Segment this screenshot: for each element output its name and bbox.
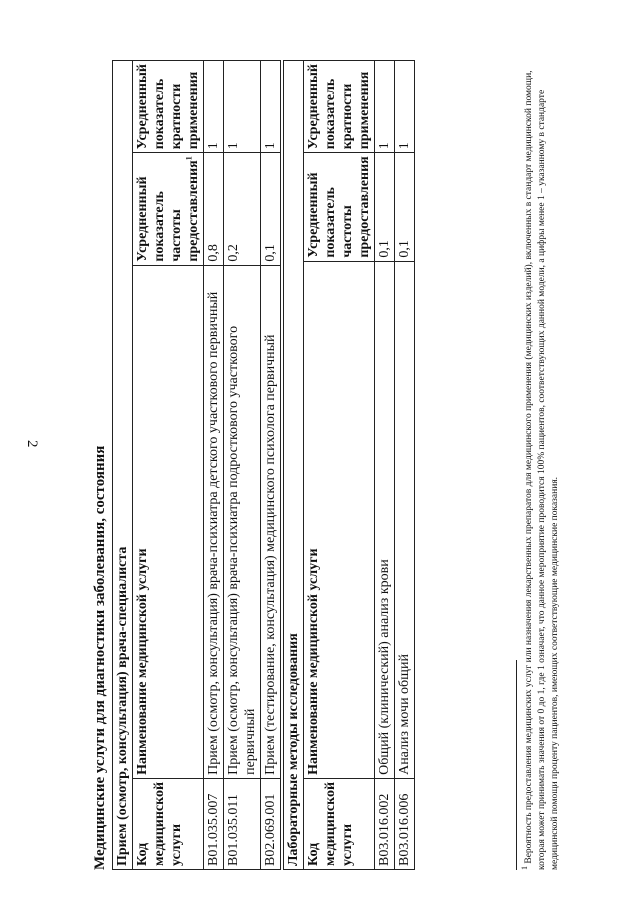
cell-code: B03.016.006 xyxy=(395,778,415,869)
cell-frequency: 0,1 xyxy=(375,153,395,261)
header-code: Код медицинской услуги xyxy=(133,778,204,869)
header-multiplicity: Усредненный показатель кратности применения xyxy=(133,61,204,153)
cell-name: Общий (клинический) анализ крови xyxy=(375,261,395,778)
cell-name: Прием (осмотр, консультация) врача-психиатра подросткового участкового первичный xyxy=(224,265,261,778)
header-multiplicity: Усредненный показатель кратности применения xyxy=(304,61,375,153)
consultation-table xyxy=(112,60,281,870)
cell-multiplicity: 1 xyxy=(224,61,261,153)
cell-name: Анализ мочи общий xyxy=(395,261,415,778)
header-row xyxy=(304,61,375,870)
page-number: 2 xyxy=(24,440,40,448)
cell-name: Прием (тестирование, консультация) медицинского психолога первичный xyxy=(261,265,281,778)
section-title: Лабораторные методы исследования xyxy=(284,61,304,870)
footnote-text: Вероятность предоставления медицинских услуг или назначения лекарственных препаратов для медицинского применения (медицинских изделий), включенных в стандарт медицинской помощи, которая может принимать значения от 0 до 1, где 1 означает, что данное мероприятие проводится 100% пациентов, соответствующих данной модели, а цифры менее 1 – указанному в стандарте медицинской помощи проценту пациентов, имеющих соответствующие медицинские показания. xyxy=(524,70,560,870)
section-row xyxy=(113,61,133,870)
header-name: Наименование медицинской услуги xyxy=(133,265,204,778)
cell-frequency: 0,1 xyxy=(395,153,415,261)
cell-multiplicity: 1 xyxy=(375,61,395,153)
cell-name: Прием (осмотр, консультация) врача-психиатра детского участкового первичный xyxy=(204,265,224,778)
cell-code: B01.035.007 xyxy=(204,778,224,869)
table-row xyxy=(395,61,415,870)
header-frequency xyxy=(133,153,204,265)
table-row xyxy=(204,61,224,870)
cell-multiplicity: 1 xyxy=(204,61,224,153)
header-frequency-text: Усредненный показатель частоты предоставления xyxy=(135,160,201,262)
rotated-page-content xyxy=(80,60,640,870)
cell-code: B03.016.002 xyxy=(375,778,395,869)
footnote xyxy=(516,60,562,870)
footnote-rule xyxy=(516,660,517,870)
section-heading: Медицинские услуги для диагностики заболевания, состояния xyxy=(92,445,108,870)
cell-frequency: 0,8 xyxy=(204,153,224,265)
header-frequency: Усредненный показатель частоты предоставления xyxy=(304,153,375,261)
header-name: Наименование медицинской услуги xyxy=(304,261,375,778)
cell-code: B01.035.011 xyxy=(224,778,261,869)
cell-code: B02.069.001 xyxy=(261,778,281,869)
table-row xyxy=(261,61,281,870)
table-row xyxy=(375,61,395,870)
header-code: Код медицинской услуги xyxy=(304,778,375,869)
cell-frequency: 0,1 xyxy=(261,153,281,265)
footnote-mark: 1 xyxy=(184,156,194,161)
header-row xyxy=(133,61,204,870)
table-row xyxy=(224,61,261,870)
section-title: Прием (осмотр, консультация) врача-специалиста xyxy=(113,61,133,870)
section-row xyxy=(284,61,304,870)
cell-multiplicity: 1 xyxy=(395,61,415,153)
laboratory-table xyxy=(283,60,415,870)
footnote-number: 1 xyxy=(519,866,529,870)
cell-frequency: 0,2 xyxy=(224,153,261,265)
cell-multiplicity: 1 xyxy=(261,61,281,153)
